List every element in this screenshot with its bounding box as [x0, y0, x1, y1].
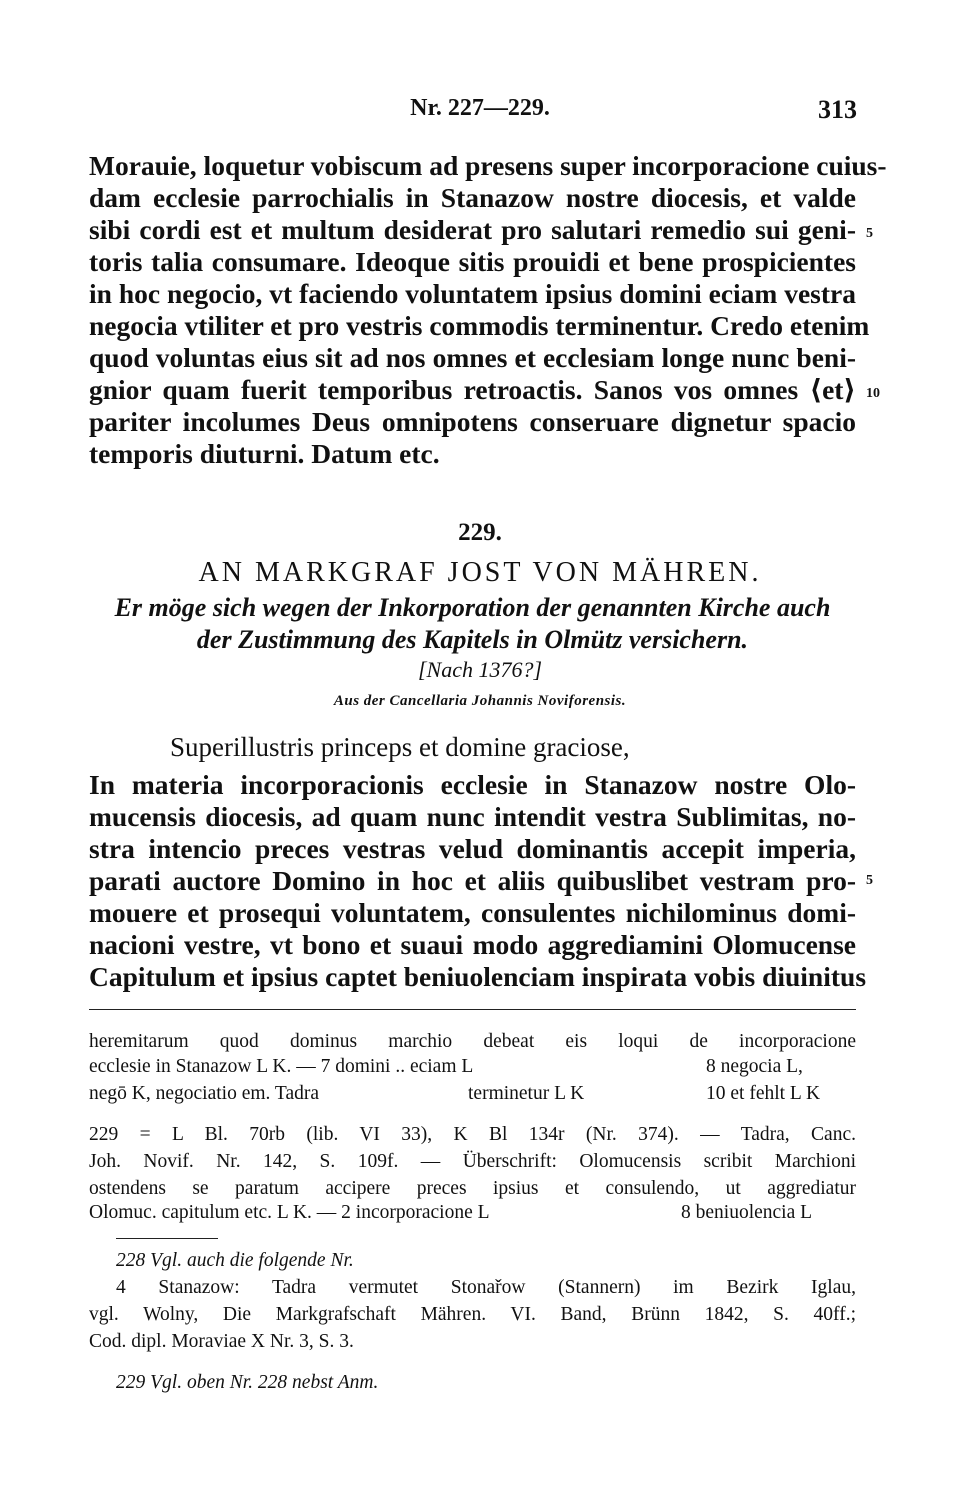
apparatus-entry: negō K, negociatio em. Tadra: [89, 1083, 320, 1104]
running-header-title: Nr. 227—229.: [410, 95, 550, 121]
footnote-separator: [89, 1009, 856, 1010]
apparatus-entry: terminetur L K: [468, 1083, 585, 1104]
commentary-note: 228 Vgl. auch die folgende Nr.: [116, 1250, 354, 1271]
apparatus-entry: Olomuc. capitulum etc. L K. — 2 incorporacione L: [89, 1202, 490, 1223]
text-line: quod voluntas eius sit ad nos omnes et ecclesiam longe nunc beni-: [89, 342, 856, 373]
apparatus-entry: 8 negocia L,: [706, 1056, 803, 1077]
commentary-separator: [116, 1238, 218, 1239]
text-line: Morauie, loquetur vobiscum ad presens super incorporacione cuius-: [89, 150, 887, 181]
text-line: dam ecclesie parrochialis in Stanazow nostre diocesis, et valde: [89, 182, 856, 213]
text-line: mucensis diocesis, ad quam nunc intendit vestra Sublimitas, no-: [89, 801, 856, 832]
line-number: 5: [866, 226, 873, 241]
regest-line: Er möge sich wegen der Inkorporation der genannten Kirche auch: [114, 593, 831, 622]
commentary-note: 229 Vgl. oben Nr. 228 nebst Anm.: [116, 1372, 379, 1393]
text-line: negocia vtiliter et pro vestris commodis terminentur. Credo etenim: [89, 310, 870, 341]
text-line: pariter incolumes Deus omnipotens conseruare dignetur spacio: [89, 406, 856, 437]
apparatus-line: Joh. Novif. Nr. 142, S. 109f. — Überschrift: Olomucensis scribit Marchioni: [89, 1151, 856, 1172]
text-line: Capitulum et ipsius captet beniuolenciam inspirata vobis diuinitus: [89, 961, 867, 992]
regest-line: der Zustimmung des Kapitels in Olmütz versichern.: [196, 625, 749, 654]
source-reference: Aus der Cancellaria Johannis Noviforensis.: [333, 693, 627, 709]
text-line: gnior quam fuerit temporibus retroactis. Sanos vos omnes ⟨et⟩: [89, 374, 856, 405]
text-line: temporis diuturni. Datum etc.: [89, 438, 440, 469]
commentary-note: 4 Stanazow: Tadra vermutet Stonařow (Stannern) im Bezirk Iglau,: [116, 1277, 856, 1298]
apparatus-entry: 10 et fehlt L K: [706, 1083, 821, 1104]
apparatus-line: [89, 1056, 856, 1083]
text-line: In materia incorporacionis ecclesie in Stanazow nostre Olo-: [89, 769, 856, 800]
apparatus-line: [89, 1202, 856, 1229]
apparatus-line: heremitarum quod dominus marchio debeat eis loqui de incorporacione: [89, 1031, 856, 1052]
commentary-note: Cod. dipl. Moraviae X Nr. 3, S. 3.: [89, 1331, 354, 1352]
text-line: mouere et prosequi voluntatem, consulentes nichilominus domi-: [89, 897, 856, 928]
text-line: sibi cordi est et multum desiderat pro salutari remedio sui geni-: [89, 214, 856, 245]
page-number: 313: [818, 95, 857, 124]
text-line: stra intencio preces vestras velud dominantis accepit imperia,: [89, 833, 856, 864]
line-number: 10: [866, 386, 880, 401]
document-date: [Nach 1376?]: [417, 657, 543, 682]
salutation: Superillustris princeps et domine graciose,: [170, 732, 630, 762]
document-number: 229.: [458, 519, 502, 546]
text-line: nacioni vestre, vt bono et suaui modo aggrediamini Olomucense: [89, 929, 856, 960]
apparatus-line: 229 = L Bl. 70rb (lib. VI 33), K Bl 134r (Nr. 374). — Tadra, Canc.: [89, 1124, 856, 1145]
apparatus-line: ostendens se paratum accipere preces ipsius et consulendo, ut aggrediatur: [89, 1178, 856, 1199]
text-line: in hoc negocio, vt faciendo voluntatem ipsius domini eciam vestra: [89, 278, 856, 309]
document-heading: AN MARKGRAF JOST VON MÄHREN.: [198, 557, 762, 588]
apparatus-entry: 8 beniuolencia L: [681, 1202, 813, 1223]
apparatus-line: [89, 1083, 856, 1110]
line-number: 5: [866, 873, 873, 888]
text-line: parati auctore Domino in hoc et aliis quibuslibet vestram pro-: [89, 865, 856, 896]
text-line: toris talia consumare. Ideoque sitis prouidi et bene prospicientes: [89, 246, 856, 277]
apparatus-entry: ecclesie in Stanazow L K. — 7 domini .. eciam L: [89, 1056, 474, 1077]
commentary-note: vgl. Wolny, Die Markgrafschaft Mähren. VI. Band, Brünn 1842, S. 40ff.;: [89, 1304, 856, 1325]
